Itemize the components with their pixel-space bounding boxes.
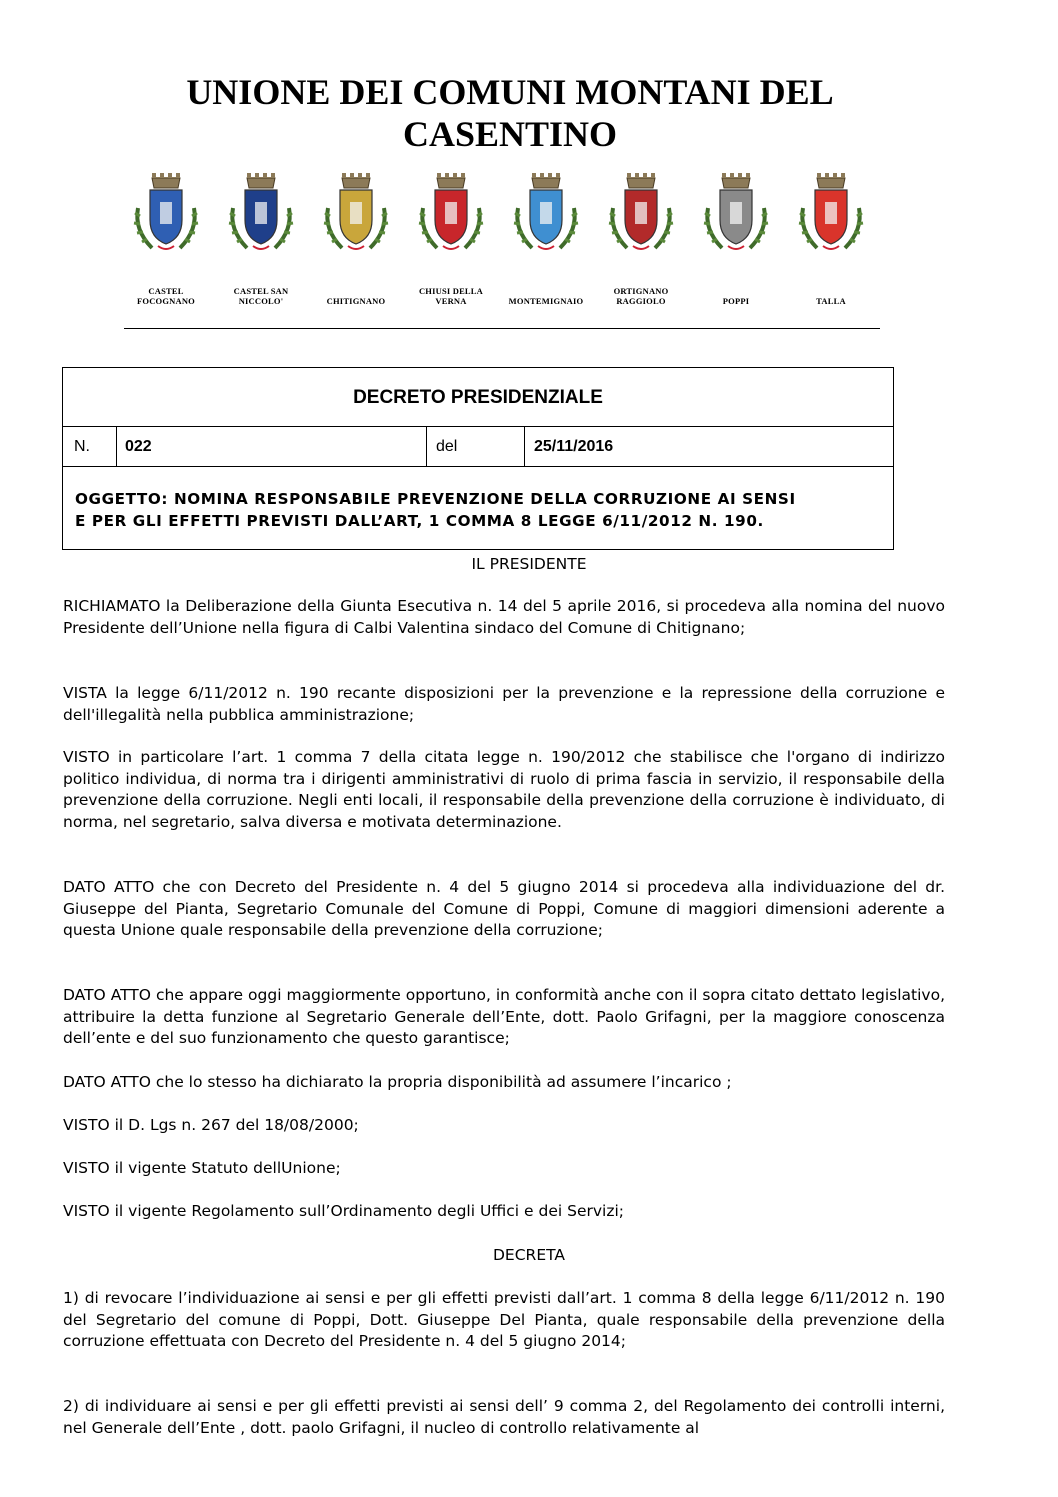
crest-caption-line2: TALLA	[816, 296, 846, 306]
poppi-crest-icon	[698, 168, 774, 258]
date-label: del	[426, 427, 524, 466]
crest-caption-line1: CASTEL	[148, 286, 184, 296]
crest-caption-line1: ORTIGNANO	[613, 286, 669, 296]
paragraph-dato-atto-1: DATO ATTO che con Decreto del Presidente n. 4 del 5 giugno 2014 si procedeva alla individuazione del dr. Giuseppe del Pianta, Segretario Comunale del Comune di Poppi, Comune di maggiori dimensioni aderente a questa Unione quale responsabile della prevenzione della corruzione;	[63, 878, 945, 940]
number-label: N.	[74, 438, 90, 455]
crest-caption	[116, 286, 216, 306]
decreta-heading: DECRETA	[493, 1246, 565, 1264]
crest-caption-line2: VERNA	[435, 296, 467, 306]
decree-date: 25/11/2016	[524, 427, 893, 466]
ortignano-raggiolo-crest-icon	[603, 168, 679, 258]
decree-subject-line1: OGGETTO: NOMINA RESPONSABILE PREVENZIONE DELLA CORRUZIONE AI SENSI	[75, 490, 796, 508]
crest-caption	[591, 286, 691, 306]
crest-caption-line2: POPPI	[722, 296, 750, 306]
decree-heading: DECRETO PRESIDENZIALE	[63, 368, 893, 427]
decree-subject	[75, 488, 887, 532]
paragraph-richiamato: RICHIAMATO la Deliberazione della Giunta Esecutiva n. 14 del 5 aprile 2016, si procedeva alla nomina del nuovo Presidente dell’Unione nella figura di Calbi Valentina sindaco del Comune di Chitignano;	[63, 597, 945, 637]
header-title-line1: UNIONE DEI COMUNI MONTANI DEL	[186, 72, 834, 112]
decree-item-2: 2) di individuare ai sensi e per gli effetti previsti ai sensi dell’ 9 comma 2, del Regolamento dei controlli interni, nel Generale dell’Ente , dott. paolo Grifagni, il nucleo di controllo relativamente al	[63, 1397, 945, 1437]
crest-caption-line2: RAGGIOLO	[616, 296, 666, 306]
municipality-crests	[128, 168, 888, 258]
castel-san-niccolo-crest-icon	[223, 168, 299, 258]
crest-caption	[496, 286, 596, 306]
crest-caption-line2: MONTEMIGNAIO	[508, 296, 584, 306]
paragraph-dato-atto-3: DATO ATTO che lo stesso ha dichiarato la propria disponibilità ad assumere l’incarico ;	[63, 1073, 732, 1091]
paragraph-visto-art: VISTO in particolare l’art. 1 comma 7 della citata legge n. 190/2012 che stabilisce che l'organo di indirizzo politico individua, di norma tra i dirigenti amministrativi di ruolo di prima fascia in servizio, il responsabile della prevenzione della corruzione. Negli enti locali, il responsabile della prevenzione della corruzione è individuato, di norma, nel segretario, salva diversa e motivata determinazione.	[63, 748, 945, 832]
crest-caption-line1: CHIUSI DELLA	[418, 286, 484, 296]
crest-caption-line2: CHITIGNANO	[326, 296, 386, 306]
crest-caption-line1	[306, 286, 406, 296]
decree-number-row	[63, 427, 893, 467]
president-heading: IL PRESIDENTE	[471, 555, 587, 573]
montemignaio-crest-icon	[508, 168, 584, 258]
decree-item-1: 1) di revocare l’individuazione ai sensi e per gli effetti previsti dall’art. 1 comma 8 della legge 6/11/2012 n. 190 del Segretario del comune di Poppi, Dott. Giuseppe Del Pianta, quale responsabile della prevenzione della corruzione effettuata con Decreto del Presidente n. 4 del 5 giugno 2014;	[63, 1289, 945, 1351]
crest-caption	[306, 286, 406, 306]
paragraph-dato-atto-2: DATO ATTO che appare oggi maggiormente opportuno, in conformità anche con il sopra citato dettato legislativo, attribuire la detta funzione al Segretario Generale dell’Ente, dott. Paolo Grifagni, per la maggiore conoscenza dell’ente e del suo funzionamento che questo garantisce;	[63, 986, 945, 1048]
crest-caption-line2: FOCOGNANO	[137, 296, 195, 306]
castel-focognano-crest-icon	[128, 168, 204, 258]
chitignano-crest-icon	[318, 168, 394, 258]
crest-caption-line2: NICCOLO'	[238, 296, 284, 306]
talla-crest-icon	[793, 168, 869, 258]
paragraph-visto-statuto: VISTO il vigente Statuto dellUnione;	[63, 1159, 341, 1177]
decree-box	[62, 367, 894, 550]
municipality-captions	[128, 286, 888, 316]
header-divider	[124, 328, 880, 329]
crest-caption	[781, 286, 881, 306]
crest-caption-line1	[781, 286, 881, 296]
crest-caption-line1	[686, 286, 786, 296]
crest-caption-line1	[496, 286, 596, 296]
decree-subject-line2: E PER GLI EFFETTI PREVISTI DALL’ART, 1 COMMA 8 LEGGE 6/11/2012 N. 190.	[75, 512, 764, 530]
crest-caption-line1: CASTEL SAN	[233, 286, 289, 296]
crest-caption	[211, 286, 311, 306]
crest-caption	[686, 286, 786, 306]
paragraph-vista-legge: VISTA la legge 6/11/2012 n. 190 recante disposizioni per la prevenzione e la repressione della corruzione e dell'illegalità nella pubblica amministrazione;	[63, 684, 945, 724]
crest-caption	[401, 286, 501, 306]
paragraph-visto-dlgs: VISTO il D. Lgs n. 267 del 18/08/2000;	[63, 1116, 359, 1134]
decree-number: 022	[116, 427, 426, 466]
chiusi-della-verna-crest-icon	[413, 168, 489, 258]
paragraph-visto-regolamento: VISTO il vigente Regolamento sull’Ordinamento degli Uffici e dei Servizi;	[63, 1202, 625, 1220]
header-title-line2: CASENTINO	[402, 114, 618, 154]
